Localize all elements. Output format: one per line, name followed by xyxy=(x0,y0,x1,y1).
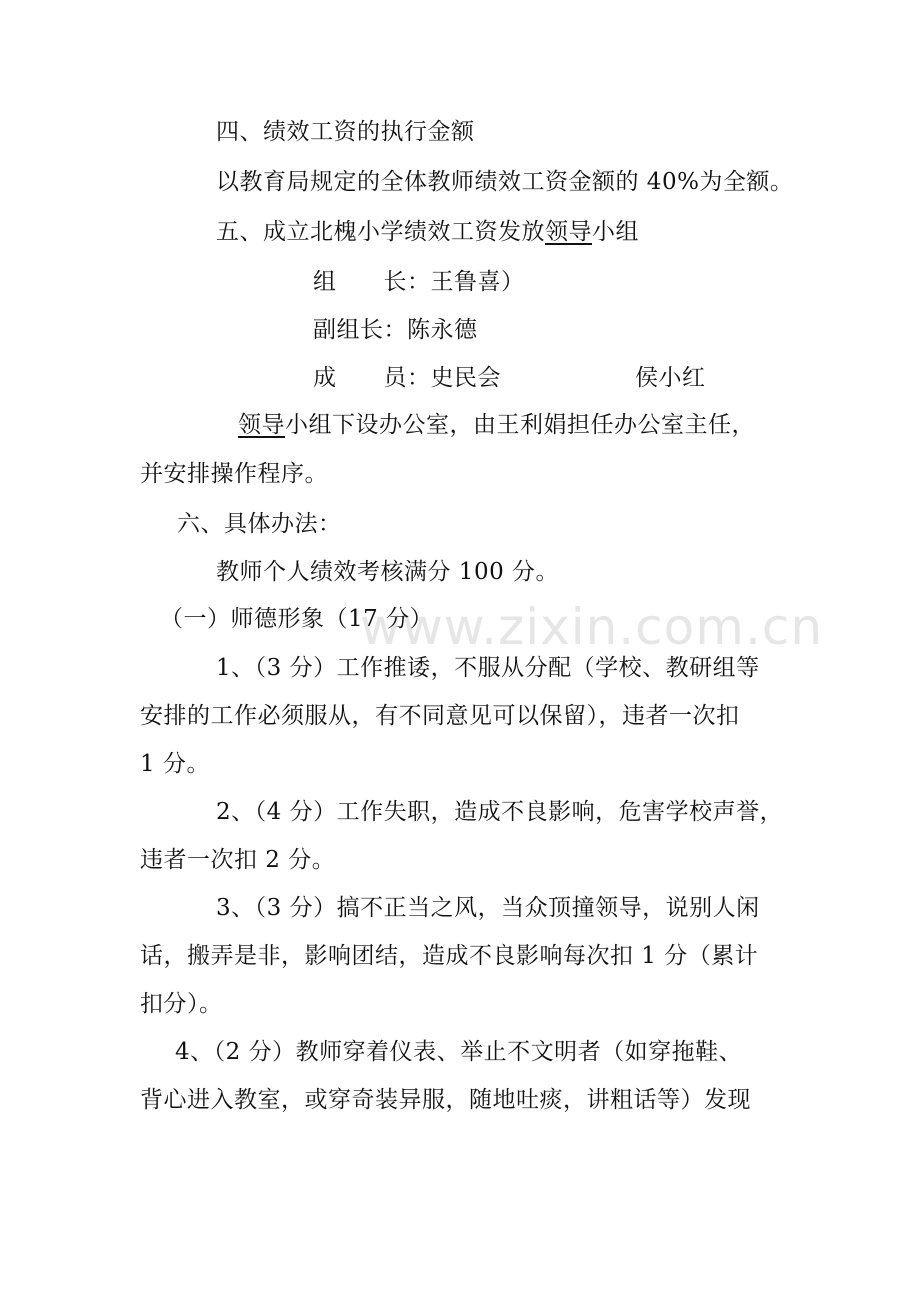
deputy-row xyxy=(313,315,478,345)
section5-heading-pre: 五、成立北槐小学绩效工资发放 xyxy=(216,219,545,245)
item4-line-1: 4、（2 分）教师穿着仪表、举止不文明者（如穿拖鞋、 xyxy=(175,1039,743,1065)
watermark: www.zixin.com.cn xyxy=(360,598,824,656)
item3-line-1: 3、（3 分）搞不正当之风，当众顶撞领导，说别人闲 xyxy=(216,895,760,921)
item1-line-3: 1 分。 xyxy=(140,751,210,777)
sub1-heading: （一）师德形象（17 分） xyxy=(160,606,434,632)
section4-heading: 四、绩效工资的执行金额 xyxy=(216,119,475,145)
section5-heading-post: 小组 xyxy=(592,219,639,245)
item1-line-1: 1、（3 分）工作推诿，不服从分配（学校、教研组等 xyxy=(216,655,760,681)
leader-row xyxy=(313,267,525,297)
member-2: 侯小红 xyxy=(635,365,706,391)
leader-label: 组 长： xyxy=(313,269,431,295)
item3-line-2: 话，搬弄是非，影响团结，造成不良影响每次扣 1 分（累计 xyxy=(140,943,759,969)
item1-line-2: 安排的工作必须服从，有不同意见可以保留），违者一次扣 xyxy=(140,703,740,729)
deputy-label: 副组长： xyxy=(313,317,407,343)
member-1: 史民会 xyxy=(430,365,501,391)
section5-heading-underlined: 领导 xyxy=(545,219,592,245)
item3-line-3: 扣分）。 xyxy=(140,991,223,1017)
office-line-2: 并安排操作程序。 xyxy=(140,461,328,487)
item2-line-1: 2、（4 分）工作失职，造成不良影响，危害学校声誉， xyxy=(216,799,784,825)
item2-line-2: 违者一次扣 2 分。 xyxy=(140,847,336,873)
section4-body: 以教育局规定的全体教师绩效工资金额的 40%为全额。 xyxy=(216,169,794,195)
office-line-1-text: 小组下设办公室，由王利娟担任办公室主任， xyxy=(285,412,755,438)
deputy-name: 陈永德 xyxy=(407,317,478,343)
member-label: 成 员： xyxy=(313,365,431,391)
office-line-1 xyxy=(238,410,755,440)
member-row xyxy=(313,363,501,393)
leader-name: 王鲁喜） xyxy=(430,269,525,295)
section6-intro: 教师个人绩效考核满分 100 分。 xyxy=(216,559,560,585)
office-underlined: 领导 xyxy=(238,412,285,438)
item4-line-2: 背心进入教室，或穿奇装异服，随地吐痰，讲粗话等）发现 xyxy=(140,1087,751,1113)
section6-heading: 六、具体办法： xyxy=(177,511,342,537)
section5-heading xyxy=(216,217,639,247)
